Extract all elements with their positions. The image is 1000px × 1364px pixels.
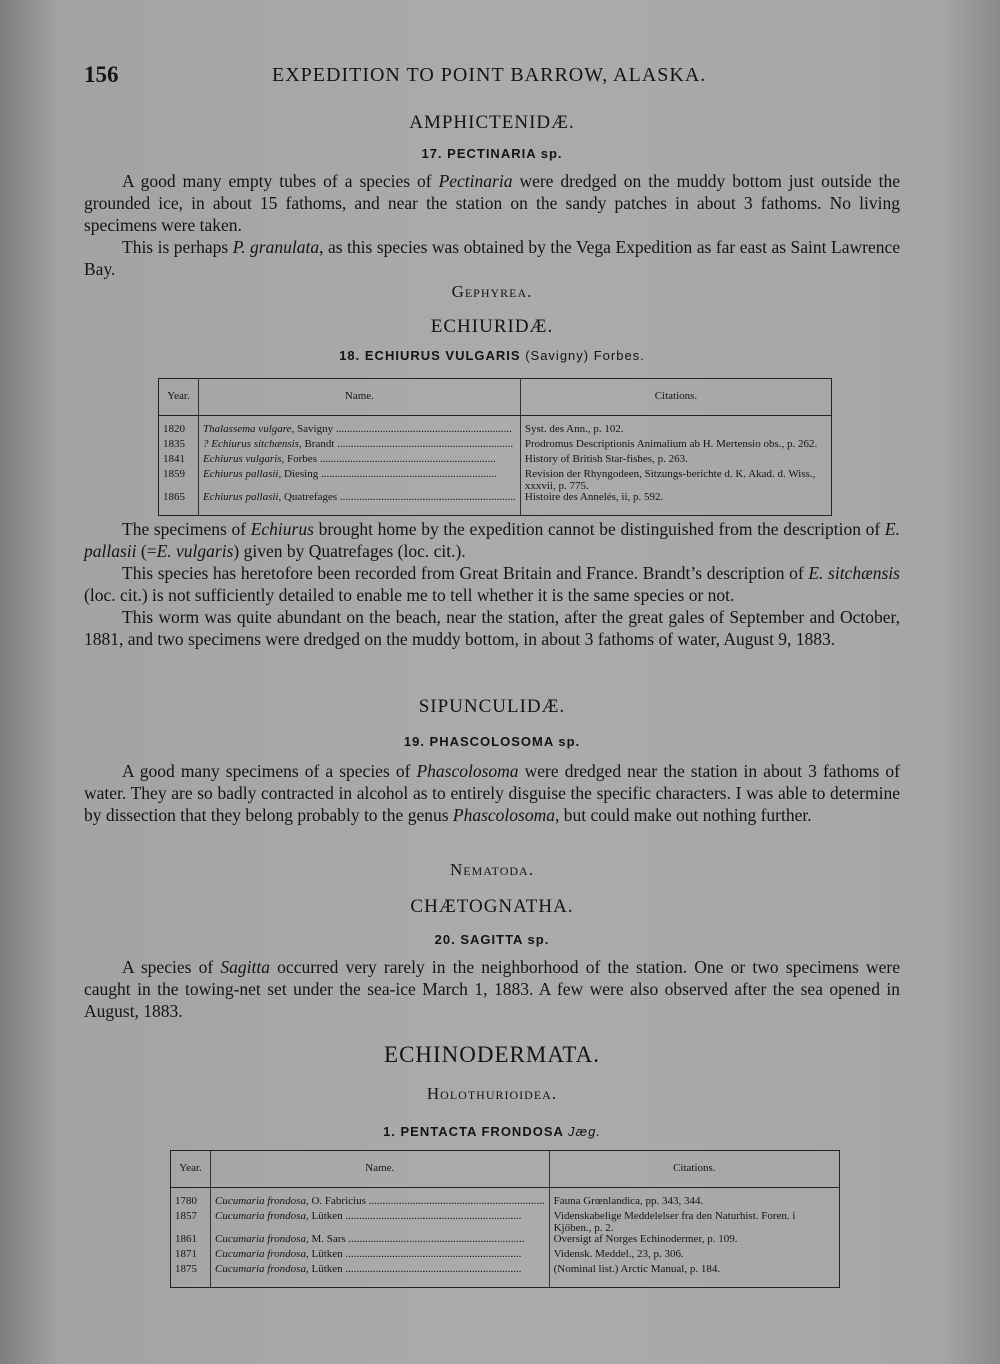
paragraph [84, 760, 900, 826]
column-header-citations: Citations. [549, 1151, 839, 1188]
taxon-name: Cucumaria frondosa [215, 1264, 306, 1275]
family-heading-echiuridae: ECHIURIDÆ. [430, 316, 554, 337]
year-cell: 1865 [159, 492, 199, 507]
species-authority: Jæg. [568, 1124, 601, 1139]
phylum-heading-echinodermata: ECHINODERMATA. [384, 1042, 600, 1067]
taxon-name: E. pallasii [84, 519, 900, 561]
table-row [159, 492, 832, 507]
citation-cell: (Nominal list.) Arctic Manual, p. 184. [553, 1263, 721, 1275]
citation-cell: Oversigt af Norges Echinodermer, p. 109. [553, 1233, 738, 1245]
year-cell: 1835 [159, 439, 199, 454]
taxon-name: Phascolosoma [452, 805, 555, 825]
species-heading-phascolosoma: 19. PHASCOLOSOMA sp. [403, 734, 581, 749]
table-row [171, 1264, 840, 1279]
text-run: A good many specimens of a species of [122, 761, 417, 781]
taxon-name: ? Echiurus sitchænsis [203, 439, 299, 450]
year-cell: 1859 [159, 469, 199, 492]
text-run: A species of [122, 957, 221, 977]
table-header-row [171, 1151, 840, 1188]
name-cell [199, 469, 521, 492]
taxon-name: Echiurus pallasii [203, 492, 279, 503]
name-cell [211, 1211, 550, 1234]
group-heading-gephyrea: Gephyrea. [451, 282, 533, 301]
text-run: brought home by the expedition cannot be distinguished from the description of [313, 519, 885, 539]
text-run: , but could make out nothing further. [554, 805, 812, 825]
text-run: This species has heretofore been recorded from Great Britain and France. Brandt’s description of [122, 563, 809, 583]
running-title: EXPEDITION TO POINT BARROW, ALASKA. [272, 64, 707, 86]
name-cell [199, 439, 521, 454]
taxon-name: Cucumaria frondosa [215, 1211, 306, 1222]
taxon-name: Phascolosoma [416, 761, 519, 781]
text-run: (= [136, 541, 157, 561]
page-header [84, 62, 764, 96]
section-echiurus-text [84, 518, 900, 650]
author: , M. Sars [305, 1234, 346, 1245]
section-phascolosoma-text [84, 760, 900, 826]
name-cell [199, 454, 521, 469]
paragraph [84, 562, 900, 606]
text-run: A good many empty tubes of a species of [122, 171, 439, 191]
species-name: 18. ECHIURUS VULGARIS [339, 348, 521, 363]
text-run: , as this species was obtained by the Vega Expedition as far east as Saint Lawrence Bay. [84, 237, 900, 279]
author: , O. Fabricius [305, 1196, 366, 1207]
species-heading-pectinaria: 17. PECTINARIA sp. [421, 146, 563, 161]
citation-cell: Fauna Grœnlandica, pp. 343, 344. [553, 1195, 704, 1207]
table-row [159, 424, 832, 439]
species-heading-pentacta [84, 1124, 900, 1139]
taxon-name: Cucumaria frondosa [215, 1249, 306, 1260]
table-row [159, 439, 832, 454]
table-header-row [159, 379, 832, 416]
taxon-name: Sagitta [220, 957, 270, 977]
table-row [171, 1211, 840, 1234]
year-cell: 1871 [171, 1249, 211, 1264]
citation-table-pentacta [170, 1150, 840, 1288]
species-authority: (Savigny) Forbes. [525, 348, 645, 363]
column-header-name: Name. [211, 1151, 550, 1188]
text-run: (loc. cit.) is not sufficiently detailed to enable me to tell whether it is the same species or not. [84, 585, 735, 605]
name-cell [199, 492, 521, 507]
author: , Forbes [281, 454, 317, 465]
family-heading-chaetognatha: CHÆTOGNATHA. [410, 896, 574, 917]
taxon-name: E. sitchænsis [808, 563, 900, 583]
paragraph [84, 956, 900, 1022]
taxon-name: P. granulata [232, 237, 320, 257]
section-sagitta-text [84, 956, 900, 1022]
table-row [171, 1249, 840, 1264]
year-cell: 1857 [171, 1211, 211, 1234]
text-run: This is perhaps [122, 237, 233, 257]
citation-cell: Vidensk. Meddel., 23, p. 306. [553, 1248, 684, 1260]
name-cell [211, 1264, 550, 1279]
year-cell: 1820 [159, 424, 199, 439]
taxon-name: Cucumaria frondosa [215, 1234, 306, 1245]
year-cell: 1841 [159, 454, 199, 469]
citation-cell: Histoire des Annelés, ii, p. 592. [524, 491, 664, 503]
paragraph: This worm was quite abundant on the beach, near the station, after the great gales of September and October, 1881, and two specimens were dredged on the muddy bottom, in about 3 fathoms of water, August 9, 1883. [84, 607, 900, 649]
author: , Lütken [305, 1264, 343, 1275]
taxon-name: Cucumaria frondosa [215, 1196, 306, 1207]
citation-table-echiurus [158, 378, 832, 516]
author: , Quatrefages [278, 492, 338, 503]
year-cell: 1875 [171, 1264, 211, 1279]
table-row [159, 469, 832, 492]
table-row [159, 454, 832, 469]
text-run: occurred very rarely in the neighborhood of the station. One or two specimens were caught in the towing-net set under the sea-ice March 1, 1883. A few were also observed after the sea opened in August, 1883. [84, 957, 900, 1021]
citation-cell: History of British Star-fishes, p. 263. [524, 453, 688, 465]
taxon-name: E. vulgaris [156, 541, 234, 561]
table-row [171, 1196, 840, 1211]
species-heading-echiurus [84, 348, 900, 363]
taxon-name: Echiurus [250, 519, 314, 539]
name-cell [211, 1249, 550, 1264]
group-heading-holothurioidea: Holothurioidea. [426, 1084, 558, 1103]
column-header-citations: Citations. [520, 379, 831, 416]
family-heading-amphictenidae: AMPHICTENIDÆ. [409, 112, 575, 133]
paragraph [84, 170, 900, 236]
column-header-year: Year. [171, 1151, 211, 1188]
author: , Savigny [291, 424, 334, 435]
section-pectinaria-text [84, 170, 900, 280]
author: , Lütken [305, 1211, 343, 1222]
citation-cell: Syst. des Ann., p. 102. [524, 423, 624, 435]
author: , Lütken [305, 1249, 343, 1260]
text-run: were dredged near the station in about 3 fathoms of water. They are so badly contracted in alcohol as to entirely disguise the specific characters. I was able to determine by dissection that they belong probably to the genus [84, 761, 900, 825]
text-run: ) given by Quatrefages (loc. cit.). [233, 541, 466, 561]
year-cell: 1780 [171, 1196, 211, 1211]
paragraph [84, 236, 900, 280]
column-header-year: Year. [159, 379, 199, 416]
species-name: 1. PENTACTA FRONDOSA [383, 1124, 564, 1139]
taxon-name: Pectinaria [438, 171, 513, 191]
paragraph [84, 518, 900, 562]
page-number: 156 [84, 62, 119, 87]
text-run: were dredged on the muddy bottom just outside the grounded ice, in about 15 fathoms, and near the station on the sandy patches in about 3 fathoms. No living specimens were taken. [84, 171, 900, 235]
taxon-name: Echiurus pallasii [203, 469, 279, 480]
column-header-name: Name. [199, 379, 521, 416]
citation-cell: Videnskabelige Meddelelser fra den Naturhist. Foren. i Kjöben., p. 2. [553, 1210, 796, 1234]
citation-cell: Revision der Rhyngodeen, Sitzungs-berichte d. K. Akad. d. Wiss., xxxvii, p. 775. [524, 468, 816, 492]
table-row [171, 1234, 840, 1249]
species-heading-sagitta: 20. SAGITTA sp. [434, 932, 550, 947]
taxon-name: Thalassema vulgare [203, 424, 292, 435]
year-cell: 1861 [171, 1234, 211, 1249]
author: , Brandt [298, 439, 335, 450]
author: , Diesing [278, 469, 319, 480]
text-run: The specimens of [122, 519, 251, 539]
citation-cell: Prodromus Descriptionis Animalium ab H. Mertensio obs., p. 262. [524, 438, 818, 450]
name-cell [211, 1196, 550, 1211]
taxon-name: Echiurus vulgaris [203, 454, 282, 465]
family-heading-sipunculidae: SIPUNCULIDÆ. [418, 696, 566, 717]
name-cell [199, 424, 521, 439]
name-cell [211, 1234, 550, 1249]
group-heading-nematoda: Nematoda. [450, 860, 534, 879]
